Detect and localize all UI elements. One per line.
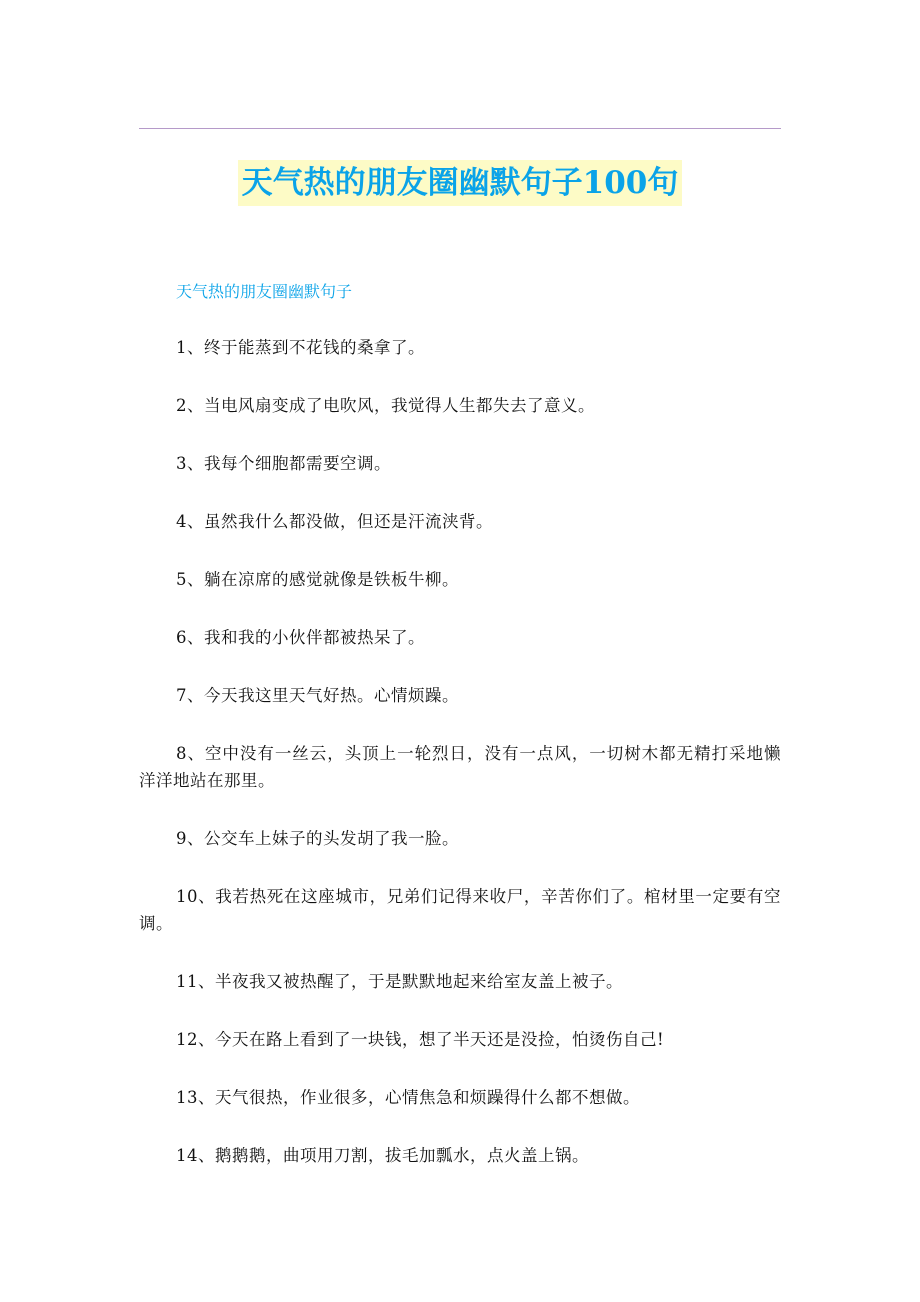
top-divider bbox=[139, 128, 781, 129]
document-title-text: 天气热的朋友圈幽默句子100句 bbox=[238, 160, 683, 206]
sentence-item-13: 13、天气很热，作业很多，心情焦急和烦躁得什么都不想做。 bbox=[176, 1088, 640, 1107]
sentence-item-7: 7、今天我这里天气好热。心情烦躁。 bbox=[176, 686, 459, 705]
sentence-item-11: 11、半夜我又被热醒了，于是默默地起来给室友盖上被子。 bbox=[176, 972, 623, 991]
sentence-item-4: 4、虽然我什么都没做，但还是汗流浃背。 bbox=[176, 512, 493, 531]
sentence-item-3: 3、我每个细胞都需要空调。 bbox=[176, 454, 391, 473]
sentence-item-12: 12、今天在路上看到了一块钱，想了半天还是没捡，怕烫伤自己! bbox=[176, 1030, 665, 1049]
sentence-item-1: 1、终于能蒸到不花钱的桑拿了。 bbox=[176, 338, 425, 357]
sentence-list bbox=[139, 334, 781, 1200]
document-title bbox=[0, 160, 920, 206]
sentence-item-9: 9、公交车上妹子的头发胡了我一脸。 bbox=[176, 829, 459, 848]
sentence-item-6: 6、我和我的小伙伴都被热呆了。 bbox=[176, 628, 425, 647]
sentence-item-5: 5、躺在凉席的感觉就像是铁板牛柳。 bbox=[176, 570, 459, 589]
sentence-item-14: 14、鹅鹅鹅，曲项用刀割，拔毛加瓢水，点火盖上锅。 bbox=[176, 1146, 589, 1165]
section-heading: 天气热的朋友圈幽默句子 bbox=[176, 282, 353, 301]
sentence-item-8: 8、空中没有一丝云，头顶上一轮烈日，没有一点风，一切树木都无精打采地懒洋洋地站在那里。 bbox=[139, 744, 781, 790]
sentence-item-2: 2、当电风扇变成了电吹风，我觉得人生都失去了意义。 bbox=[176, 396, 595, 415]
sentence-item-10: 10、我若热死在这座城市，兄弟们记得来收尸，辛苦你们了。棺材里一定要有空调。 bbox=[139, 887, 781, 933]
